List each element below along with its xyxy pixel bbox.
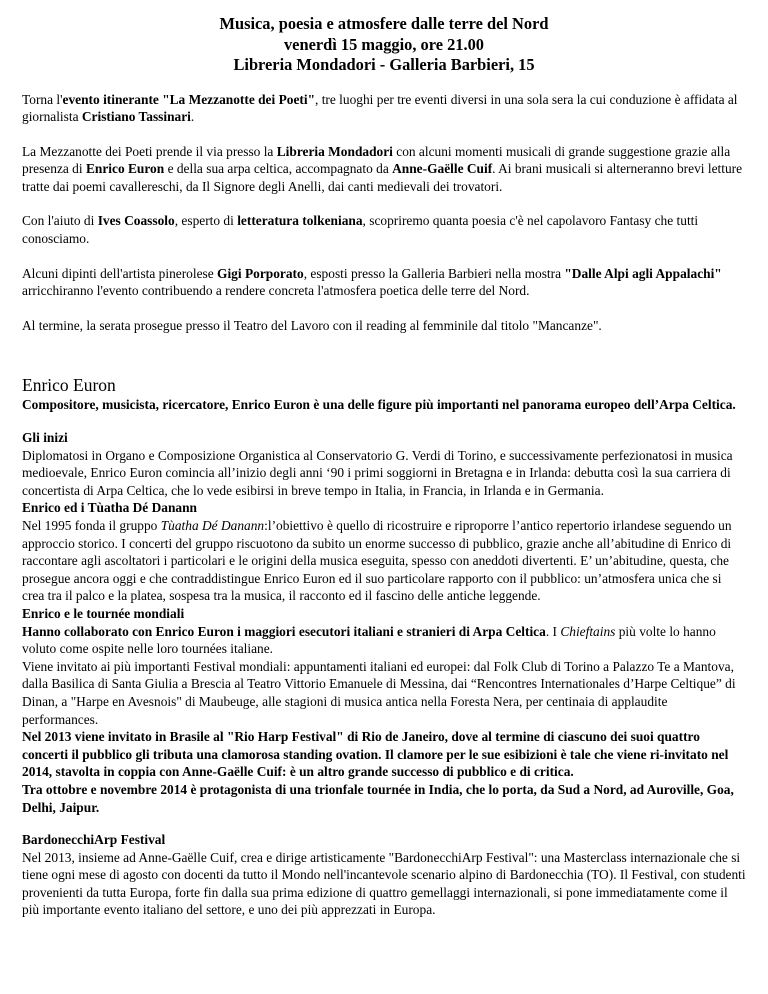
performer-name: Enrico Euron [85, 161, 165, 177]
intro-paragraph [22, 265, 746, 300]
subheading [22, 429, 746, 447]
text: con alcuni momenti musicali di grande suggestione grazie alla presenza di [22, 143, 731, 177]
text: Nel 2013 viene invitato in Brasile al "Rio Harp Festival" di Rio de Janeiro, dove al termine di ciascuno dei suoi quattro concerti il pubblico gli tributa una clamorosa standing ovation. Il clamore per le sue esibizioni è tale che viene ri-invitato nel 2014, stavolta in coppia con Anne-Gaëlle Cuif: è un altro grande successo di pubblico e di critica. [22, 729, 729, 780]
text: , tre luoghi per tre eventi diversi in una sola sera la cui conduzione è affidata al giornalista [22, 91, 738, 125]
bio-paragraph: Diplomatosi in Organo e Composizione Organistica al Conservatorio G. Verdi di Torino, e successivamente perfezionatosi in musica medioevale, Enrico Euron comincia all’inizio degli anni ‘90 i primi soggiorni in Bretagna e in Irlanda: debutta così la sua carriera di concertista di Arpa Celtica, che lo vede esibirsi in breve tempo in Italia, in Francia, in Irlanda e in Germania. [22, 447, 733, 498]
text: e della sua arpa celtica, accompagnato da [164, 161, 393, 177]
subheading-text: Enrico e le tournée mondiali [22, 605, 185, 621]
event-date: venerdì 15 maggio, ore 21.00 [283, 34, 484, 54]
text: , scopriremo quanta poesia c'è nel capolavoro Fantasy che tutti conosciamo. [22, 213, 699, 247]
text: Tra ottobre e novembre 2014 è protagonista di una trionfale tournée in India, che lo porta, da Sud a Nord, ad Auroville, Goa, Delhi, Jaipur. [22, 781, 734, 815]
topic: letteratura tolkeniana [237, 213, 363, 229]
host-name: Cristiano Tassinari [81, 109, 191, 125]
subheading [22, 831, 746, 849]
subheading [22, 499, 746, 517]
festival-section [22, 831, 746, 919]
bio-body [22, 429, 746, 816]
text: :l’obiettivo è quello di ricostruire e riproporre l’antico repertorio irlandese seguendo un approccio storico. I concerti del gruppo riscuotono da subito un enorme successo di pubblico, grazie anche all’abitudine di Enrico di raccontare agli ascoltatori i particolari e le origini della musica eseguita, spesso con aneddoti divertenti. E’ un’abitudine, questa, che prosegue ancora oggi e che contraddistingue Enrico Euron ed il suo particolare rapporto con il pubblico: un’atmosfera unica che si crea tra il palco e la platea, sospesa tra la musica, il racconto ed il fascino delle antiche leggende. [22, 518, 732, 604]
text: , esperto di [174, 213, 238, 229]
intro-paragraph [22, 212, 746, 247]
intro-paragraph [22, 91, 746, 126]
text: Alcuni dipinti dell'artista pinerolese [22, 265, 218, 281]
subheading-text: Enrico ed i Tùatha Dé Danann [22, 500, 197, 516]
text: . I [545, 623, 561, 639]
artist-name: Gigi Porporato [217, 265, 304, 281]
venue-name: Libreria Mondadori [276, 143, 393, 159]
intro-paragraph [22, 143, 746, 196]
text: , esposti presso la Galleria Barbieri nella mostra [303, 265, 565, 281]
text: Nel 1995 fonda il gruppo [22, 518, 161, 533]
text: La Mezzanotte dei Poeti prende il via presso la [22, 143, 277, 159]
group-name: Tùatha Dé Danann [160, 518, 265, 533]
intro-section [22, 91, 746, 335]
section-title: Enrico Euron [22, 375, 116, 396]
text: arricchiranno l'evento contribuendo a rendere concreta l'atmosfera poetica delle terre del Nord. [22, 283, 530, 299]
event-name: evento itinerante "La Mezzanotte dei Poeti" [62, 91, 316, 107]
text: Hanno collaborato con Enrico Euron i maggiori esecutori italiani e stranieri di Arpa Celtica [22, 623, 546, 639]
bio-paragraph [22, 728, 746, 781]
bio-paragraph: Viene invitato ai più importanti Festival mondiali: appuntamenti italiani ed europei: dal Folk Club di Torino a Palazzo Te a Mantova, dalla Basilica di Santa Giulia a Brescia al Teatro Vittorio Emanuele di Messina, dai “Rencontres Internationales d’Harpe Celtique” di Dinan, a "Harpe en Avesnois" di Maubeuge, alle stagioni di musica antica nella Foresta Nera, per centinaia di applaudite performances. [22, 658, 736, 727]
bio-paragraph [22, 517, 746, 605]
text: . Ai brani musicali si alterneranno brevi letture tratte dai poemi cavallereschi, da Il Signore degli Anelli, dai canti medievali dei trovatori. [22, 161, 743, 194]
text: Torna l' [22, 91, 63, 107]
band-name: Chieftains [560, 623, 616, 639]
bio-paragraph: Nel 2013, insieme ad Anne-Gaëlle Cuif, crea e dirige artisticamente "BardonecchiArp Festival": una Masterclass internazionale che si tiene ogni mese di agosto con docenti da tutto il Mondo nell'incantevole scenario alpino di Bardonecchia (TO). Il Festival, con studenti provenienti da tutta Europa, forte fin dalla sua prima edizione di quattro gemellaggi internazionali, si pone immediatamente come il più importante evento italiano del settore, e uno dei più apprezzati in Europa. [22, 849, 746, 918]
section-subtitle: Compositore, musicista, ricercatore, Enrico Euron è una delle figure più importanti nel panorama europeo dell’Arpa Celtica. [22, 397, 736, 413]
text: più volte lo hanno voluto come ospite nelle loro tournées italiane. [22, 623, 716, 657]
performer-name: Anne-Gaëlle Cuif [392, 161, 493, 177]
bio-paragraph [22, 623, 746, 658]
text: . [190, 109, 195, 125]
event-venue: Libreria Mondadori - Galleria Barbieri, 15 [233, 55, 535, 74]
subheading [22, 605, 746, 623]
expert-name: Ives Coassolo [97, 213, 175, 229]
intro-paragraph: Al termine, la serata prosegue presso il Teatro del Lavoro con il reading al femminile dal titolo "Mancanze". [22, 317, 602, 333]
event-title: Musica, poesia e atmosfere dalle terre del Nord [219, 14, 549, 33]
subheading-text: Gli inizi [22, 430, 68, 446]
bio-paragraph [22, 781, 746, 816]
text: Con l'aiuto di [22, 213, 98, 229]
exhibition-name: "Dalle Alpi agli Appalachi" [564, 265, 722, 281]
subheading-text: BardonecchiArp Festival [22, 832, 166, 848]
event-header [22, 0, 746, 76]
